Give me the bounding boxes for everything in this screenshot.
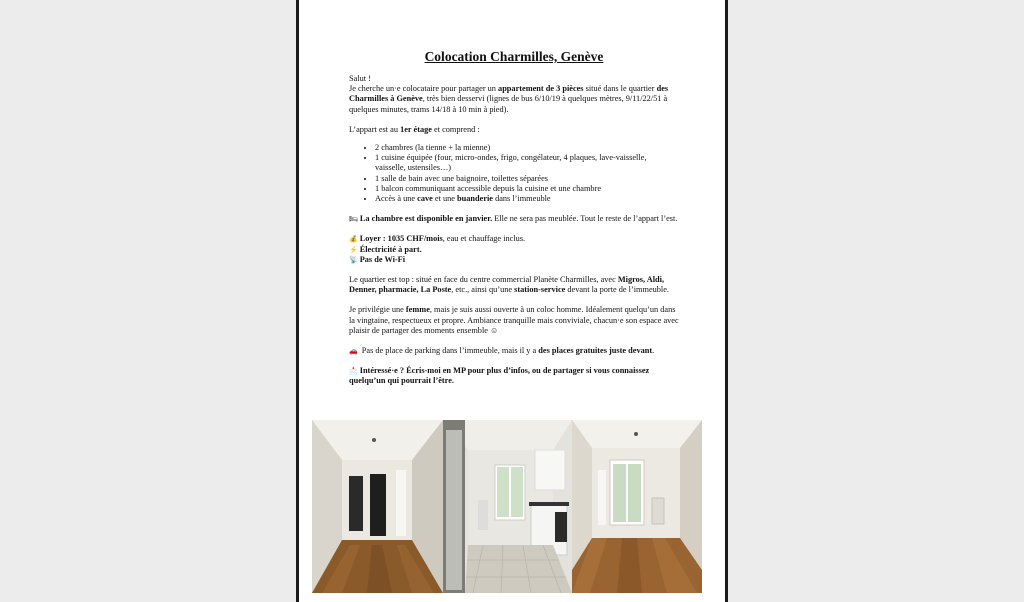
room-photo (572, 420, 702, 593)
intro-text: Je cherche un·e colocataire pour partager un (349, 84, 499, 94)
list-item (375, 194, 679, 204)
area-text: devant la porte de l’immeuble. (565, 285, 669, 295)
list-text: dans l’immeuble (493, 194, 551, 204)
features-list (349, 143, 679, 204)
parking-paragraph (349, 346, 679, 356)
area-text: Le quartier est top : situé en face du centre commercial Planète Charmilles, avec (349, 275, 618, 285)
apartment-photos (312, 420, 702, 593)
room-text: Elle ne sera pas meublée. Tout le reste de l’appart l’est. (492, 214, 678, 224)
kitchen-image (443, 420, 572, 593)
room-bold: La chambre est disponible en janvier. (359, 214, 493, 224)
intro-text: , très bien desservi (lignes de bus 6/10/19 à quelques mètres, 9/11/22/51 à quelques minutes, trams 14/18 à 10 min à pied). (349, 94, 668, 114)
list-item: • 1 balcon communiquant accessible depuis la cuisine et une chambre (375, 184, 679, 194)
hallway-image (312, 420, 443, 593)
pref-text: Je privilégie une (349, 305, 406, 315)
floor-text: L’appart est au (349, 124, 401, 134)
intro-paragraph (349, 74, 679, 115)
bed-icon: 🛏 (349, 215, 358, 224)
parking-bold: des places gratuites juste devant (538, 346, 653, 356)
lightning-icon: ⚡ (349, 245, 358, 254)
car-icon: 🚗 (349, 347, 358, 356)
list-item: • 1 cuisine équipée (four, micro-ondes, frigo, congélateur, 4 plaques, lave-vaisselle, vaisselle, ustensiles…) (375, 153, 679, 173)
greeting: Salut ! (349, 74, 371, 83)
intro-text: situé dans le quartier (583, 84, 657, 94)
area-text: , etc., ainsi qu’une (451, 285, 515, 295)
floor-paragraph (349, 125, 679, 135)
parking-text: . (652, 346, 655, 356)
room-paragraph (349, 214, 679, 224)
intro-bold-location: des Charmilles à Genève (349, 84, 669, 104)
hallway-photo (312, 420, 443, 593)
document-title: Colocation Charmilles, Genève (424, 49, 604, 64)
pref-text: , mais je suis aussi ouverte à un coloc homme. Idéalement quelqu’un dans la vingtaine, respectueux et propre. Ambiance tranquille mais conviviale, chacun·e son espace avec plaisir de partager des moments ensemble ☺ (349, 305, 679, 335)
rent-bold: Loyer : 1035 CHF/mois (359, 234, 443, 244)
area-bold-station: station-service (514, 285, 566, 295)
electricity-bold: Électricité à part. (359, 244, 422, 254)
pref-bold: femme (405, 305, 430, 315)
money-bag-icon: 💰 (349, 235, 358, 244)
rent-text: , eau et chauffage inclus. (442, 234, 526, 244)
list-bold-laundry: buanderie (457, 194, 493, 204)
envelope-icon: 📩 (349, 367, 358, 376)
list-text: Accès à une (375, 194, 418, 204)
preference-paragraph (349, 305, 679, 336)
floor-text: et comprend : (431, 124, 480, 134)
list-text: et une (432, 194, 458, 204)
kitchen-photo (443, 420, 572, 593)
area-paragraph (349, 275, 679, 295)
document-body (349, 49, 679, 397)
contact-bold: Intéressé·e ? Écris-moi en MP pour plus d’infos, ou de partager si vous connaissez quelqu’un qui pourrait l’être. (349, 366, 650, 386)
area-bold-shops: Migros, Aldi, Denner, pharmacie, La Poste (349, 275, 665, 295)
wifi-bold: Pas de Wi-Fi (359, 254, 406, 264)
rent-paragraph (349, 234, 679, 265)
list-bold-cave: cave (417, 194, 433, 204)
satellite-icon: 📡 (349, 255, 358, 264)
room-image (572, 420, 702, 593)
list-item: • 1 salle de bain avec une baignoire, toilettes séparées (375, 174, 679, 184)
list-item: • 2 chambres (la tienne + la mienne) (375, 143, 679, 153)
floor-bold: 1er étage (400, 124, 432, 134)
parking-text: Pas de place de parking dans l’immeuble, mais il y a (359, 346, 539, 356)
intro-bold-apartment: appartement de 3 pièces (498, 84, 584, 94)
contact-paragraph (349, 366, 679, 386)
document-page (296, 0, 728, 602)
